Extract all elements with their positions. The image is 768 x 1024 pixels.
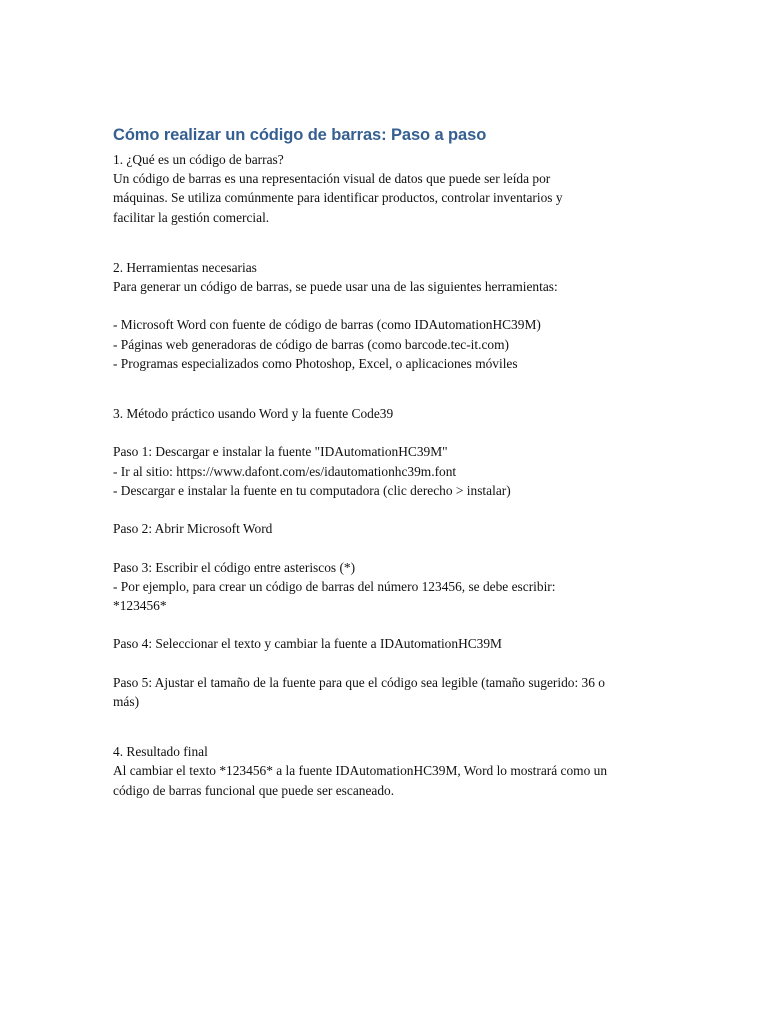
spacer: [113, 711, 658, 742]
section-2-intro: Para generar un código de barras, se puede usar una de las siguientes herramientas:: [113, 279, 558, 295]
step-3-label: Paso 3: Escribir el código entre asteriscos (*): [113, 559, 356, 575]
tool-list-item: - Páginas web generadoras de código de barras (como barcode.tec-it.com): [113, 336, 509, 352]
spacer: [113, 538, 658, 557]
spacer: [113, 227, 658, 258]
section-1-paragraph-line: facilitar la gestión comercial.: [113, 209, 270, 225]
spacer: [113, 373, 658, 404]
spacer: [113, 296, 658, 315]
step-2-label: Paso 2: Abrir Microsoft Word: [113, 521, 273, 537]
section-4-paragraph-line: Al cambiar el texto *123456* a la fuente IDAutomationHC39M, Word lo mostrará como un: [113, 763, 608, 779]
section-1-heading: 1. ¿Qué es un código de barras?: [113, 152, 284, 167]
tool-list-item: - Microsoft Word con fuente de código de barras (como IDAutomationHC39M): [113, 317, 541, 333]
spacer: [113, 615, 658, 634]
step-4-label: Paso 4: Seleccionar el texto y cambiar la fuente a IDAutomationHC39M: [113, 636, 502, 652]
step-1-label: Paso 1: Descargar e instalar la fuente "IDAutomationHC39M": [113, 444, 448, 460]
spacer: [113, 654, 658, 673]
step-3-example: *123456*: [113, 598, 167, 613]
spacer: [113, 423, 658, 442]
step-1-item: - Ir al sitio: https://www.dafont.com/es/idautomationhc39m.font: [113, 463, 457, 479]
document-title: Cómo realizar un código de barras: Paso a paso: [113, 126, 487, 144]
step-5-label: Paso 5: Ajustar el tamaño de la fuente para que el código sea legible (tamaño sugerido: 36 o: [113, 674, 605, 690]
tool-list-item: - Programas especializados como Photoshop, Excel, o aplicaciones móviles: [113, 355, 518, 371]
step-5-label-continued: más): [113, 693, 140, 709]
step-1-item: - Descargar e instalar la fuente en tu computadora (clic derecho > instalar): [113, 482, 511, 498]
step-3-item: - Por ejemplo, para crear un código de barras del número 123456, se debe escribir:: [113, 578, 556, 594]
section-1-paragraph-line: Un código de barras es una representación visual de datos que puede ser leída por: [113, 171, 551, 187]
spacer: [113, 500, 658, 519]
section-1-paragraph-line: máquinas. Se utiliza comúnmente para identificar productos, controlar inventarios y: [113, 190, 563, 206]
document-body: [113, 123, 658, 800]
section-3-heading: 3. Método práctico usando Word y la fuente Code39: [113, 406, 394, 422]
section-4-heading: 4. Resultado final: [113, 744, 208, 760]
section-2-heading: 2. Herramientas necesarias: [113, 259, 257, 275]
section-4-paragraph-line: código de barras funcional que puede ser escaneado.: [113, 782, 395, 798]
